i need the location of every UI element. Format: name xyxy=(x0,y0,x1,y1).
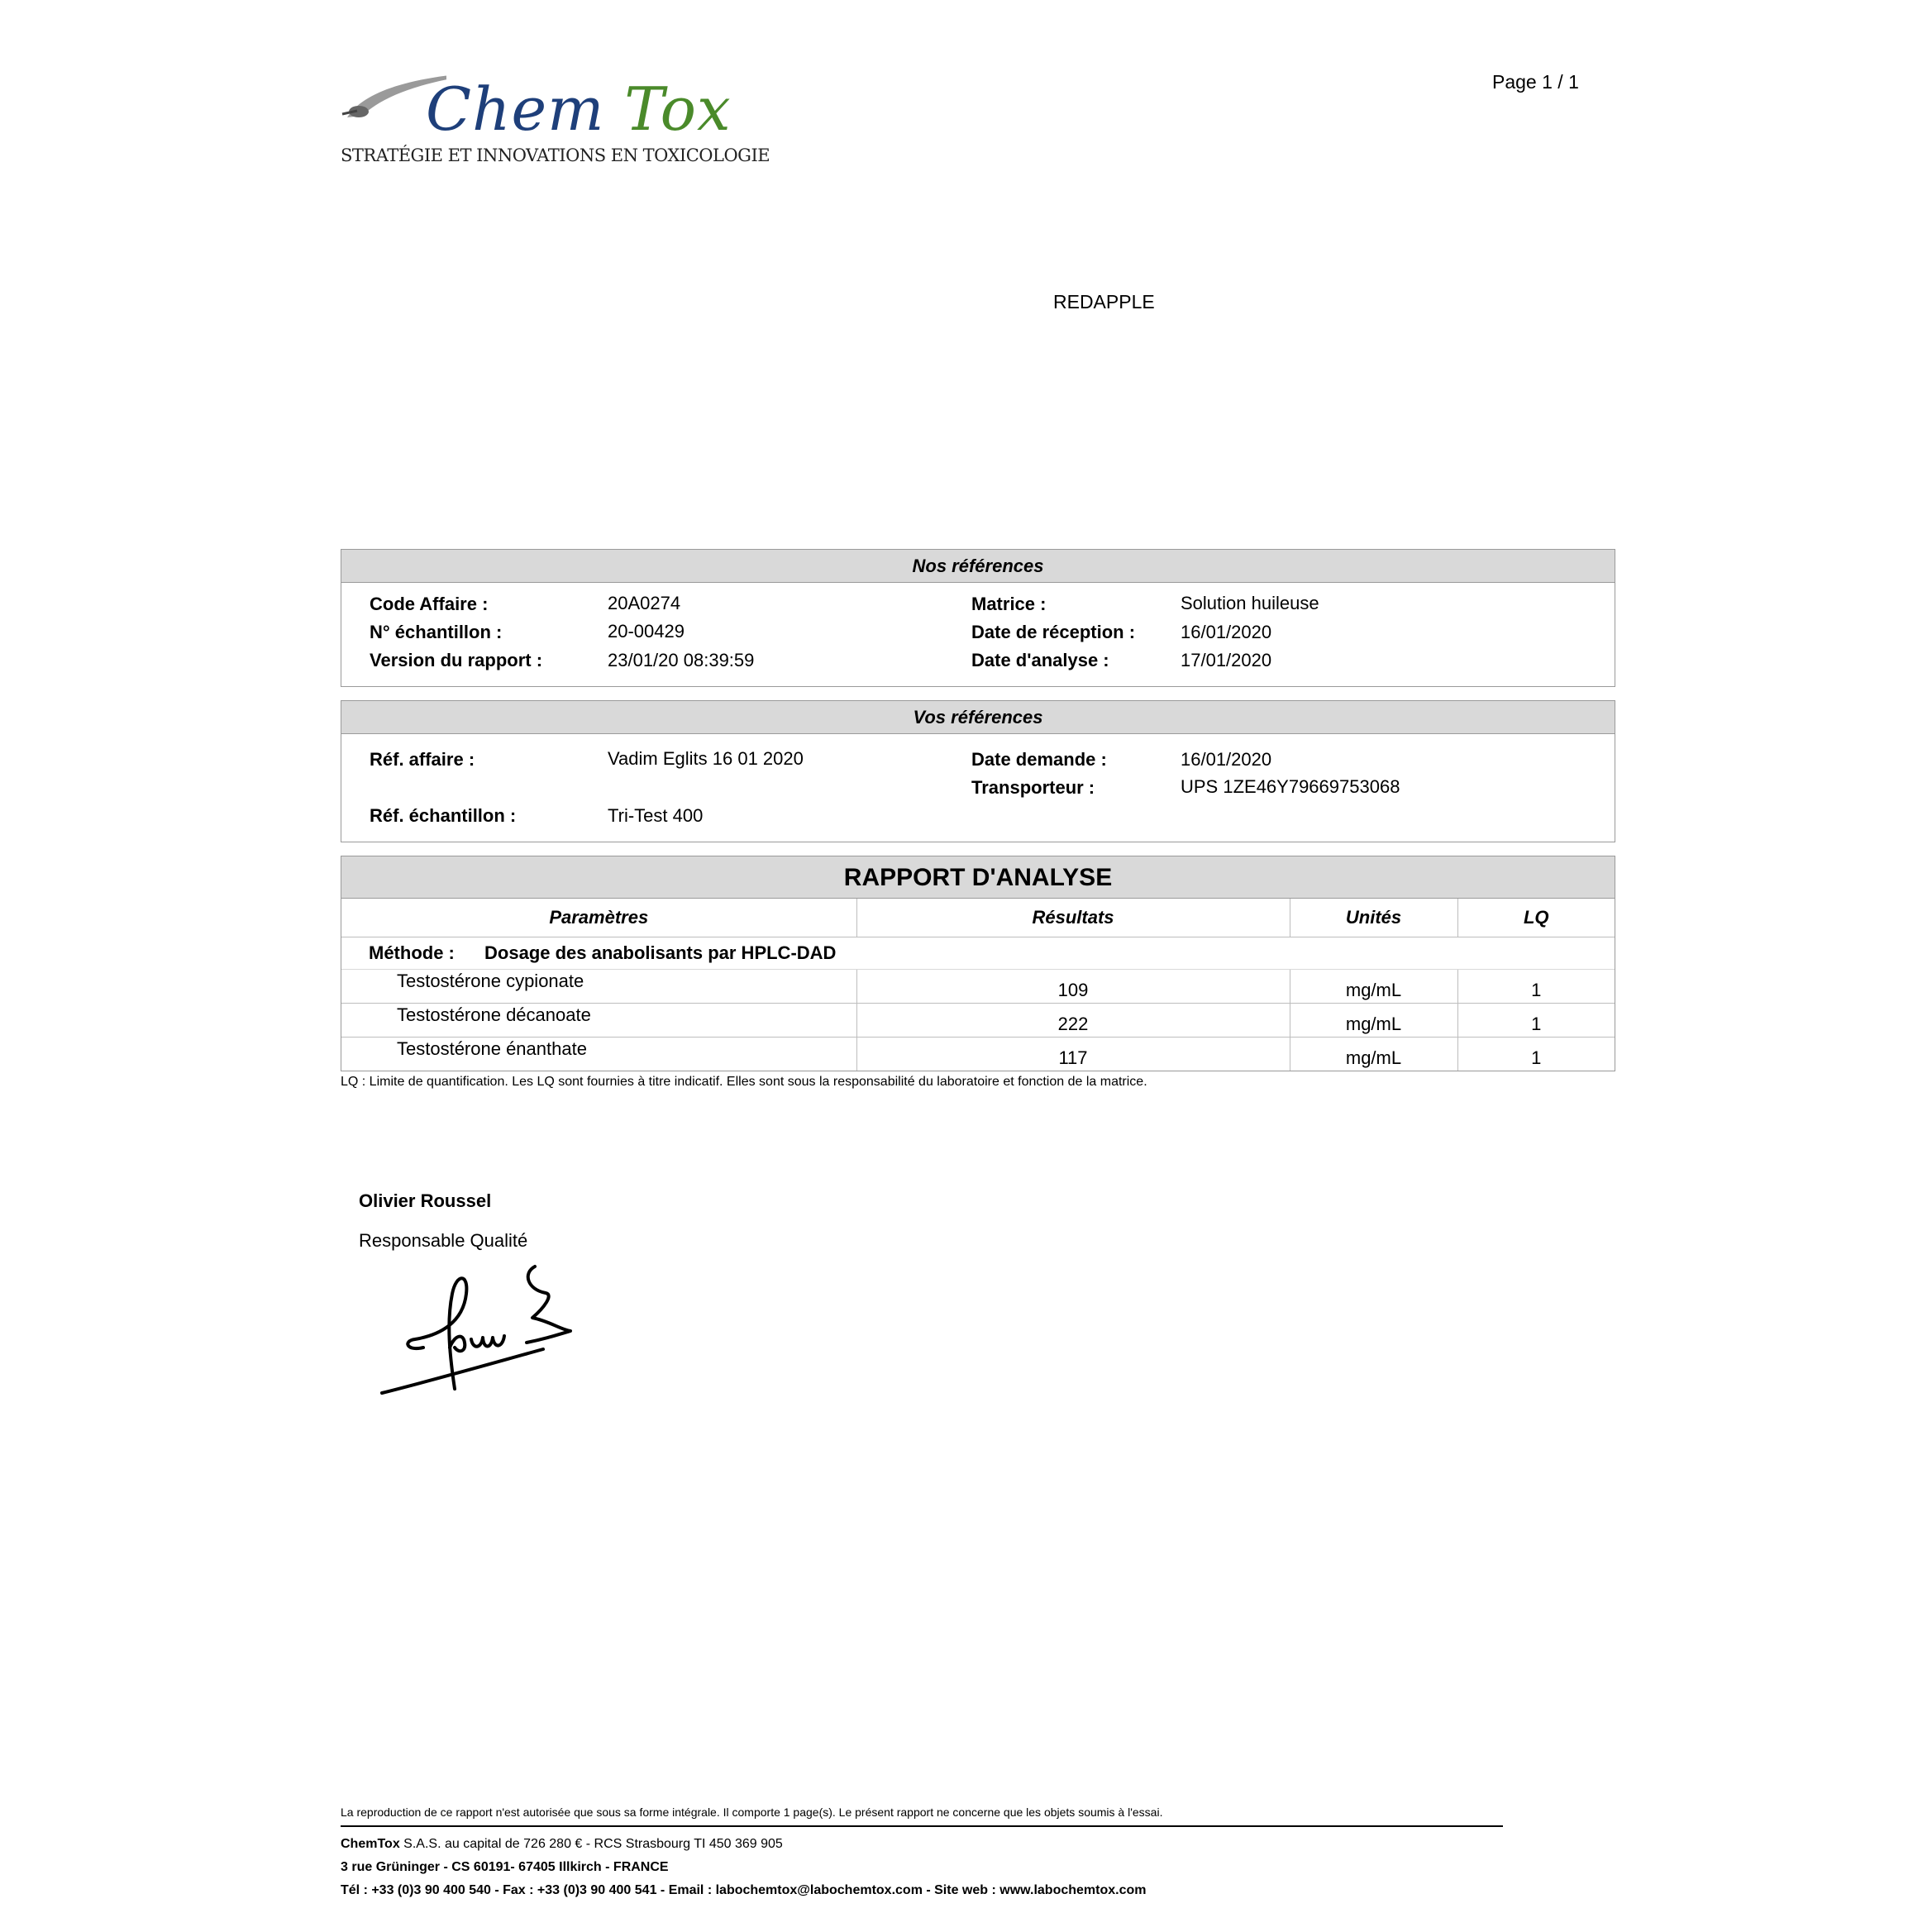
unit-cell: mg/mL xyxy=(1290,1038,1457,1071)
recipient-name: REDAPPLE xyxy=(1053,291,1155,312)
table-row xyxy=(341,970,1615,1004)
reproduction-notice: La reproduction de ce rapport n'est autorisée que sous sa forme intégrale. Il comporte 1 page(s). Le présent rapport ne concerne que les objets soumis à l'essai. xyxy=(341,1806,1163,1819)
footer-address: 3 rue Grüninger - CS 60191- 67405 Illkirch - FRANCE xyxy=(341,1860,669,1874)
logo-wordmark: Chem Tox xyxy=(426,74,732,144)
version-label: Version du rapport : xyxy=(370,650,543,670)
unit-cell: mg/mL xyxy=(1290,970,1457,1004)
table-row xyxy=(341,1038,1615,1071)
parameter-cell: Testostérone cypionate xyxy=(341,970,856,1004)
reception-value: 16/01/2020 xyxy=(1181,622,1272,642)
result-cell: 117 xyxy=(856,1038,1290,1071)
date-demande-label: Date demande : xyxy=(971,749,1107,770)
echantillon-label: N° échantillon : xyxy=(370,622,503,642)
ref-affaire-label: Réf. affaire : xyxy=(370,749,475,770)
ref-echantillon-label: Réf. échantillon : xyxy=(370,805,517,826)
signer-name: Olivier Roussel xyxy=(359,1190,492,1211)
method-label: Méthode : xyxy=(369,942,455,963)
analysis-report xyxy=(341,856,1615,1071)
signer-role: Responsable Qualité xyxy=(359,1230,528,1251)
lq-cell: 1 xyxy=(1457,1004,1615,1038)
method-cell xyxy=(341,937,1615,970)
result-cell: 222 xyxy=(856,1004,1290,1038)
matrice-label: Matrice : xyxy=(971,594,1047,614)
ref-echantillon-value: Tri-Test 400 xyxy=(608,805,704,826)
reception-label: Date de réception : xyxy=(971,622,1136,642)
nos-references-section xyxy=(341,549,1615,687)
vos-references-section xyxy=(341,700,1615,842)
nos-references-heading: Nos références xyxy=(341,550,1615,583)
footer-company-line xyxy=(341,1837,783,1852)
ref-affaire-value: Vadim Eglits 16 01 2020 xyxy=(608,748,804,769)
column-header-parametres: Paramètres xyxy=(341,899,856,937)
column-header-lq: LQ xyxy=(1457,899,1615,937)
unit-cell: mg/mL xyxy=(1290,1004,1457,1038)
method-row xyxy=(341,937,1615,970)
lq-cell: 1 xyxy=(1457,970,1615,1004)
method-name: Dosage des anabolisants par HPLC-DAD xyxy=(484,942,837,963)
signature-image xyxy=(357,1257,638,1405)
vos-references-heading: Vos références xyxy=(341,701,1615,734)
transporteur-value: UPS 1ZE46Y79669753068 xyxy=(1181,776,1400,797)
date-demande-value: 16/01/2020 xyxy=(1181,749,1272,770)
footer-company-details: S.A.S. au capital de 726 280 € - RCS Strasbourg TI 450 369 905 xyxy=(399,1837,783,1851)
page-number: Page 1 / 1 xyxy=(1492,71,1579,93)
footer-company-name: ChemTox xyxy=(341,1837,400,1851)
code-affaire-value: 20A0274 xyxy=(608,593,681,613)
analyse-value: 17/01/2020 xyxy=(1181,650,1272,670)
matrice-value: Solution huileuse xyxy=(1181,593,1319,613)
parameter-cell: Testostérone énanthate xyxy=(341,1038,856,1071)
transporteur-label: Transporteur : xyxy=(971,777,1095,798)
column-header-resultats: Résultats xyxy=(856,899,1290,937)
footer-divider xyxy=(341,1825,1503,1827)
analyse-label: Date d'analyse : xyxy=(971,650,1109,670)
footer-contact: Tél : +33 (0)3 90 400 540 - Fax : +33 (0)3 90 400 541 - Email : labochemtox@labochemtox.com - Site web : www.labochemtox.com xyxy=(341,1883,1147,1897)
parameter-cell: Testostérone décanoate xyxy=(341,1004,856,1038)
result-cell: 109 xyxy=(856,970,1290,1004)
lq-footnote: LQ : Limite de quantification. Les LQ sont fournies à titre indicatif. Elles sont sous la responsabilité du laboratoire et fonction de la matrice. xyxy=(341,1075,1147,1089)
code-affaire-label: Code Affaire : xyxy=(370,594,489,614)
table-header-row xyxy=(341,899,1615,937)
chemtox-logo xyxy=(339,66,770,174)
column-header-unites: Unités xyxy=(1290,899,1457,937)
report-title: RAPPORT D'ANALYSE xyxy=(341,856,1615,899)
echantillon-value: 20-00429 xyxy=(608,621,685,642)
table-row xyxy=(341,1004,1615,1038)
lq-cell: 1 xyxy=(1457,1038,1615,1071)
logo-tagline: STRATÉGIE ET INNOVATIONS EN TOXICOLOGIE xyxy=(341,145,770,165)
version-value: 23/01/20 08:39:59 xyxy=(608,650,755,670)
results-table xyxy=(341,899,1615,1071)
